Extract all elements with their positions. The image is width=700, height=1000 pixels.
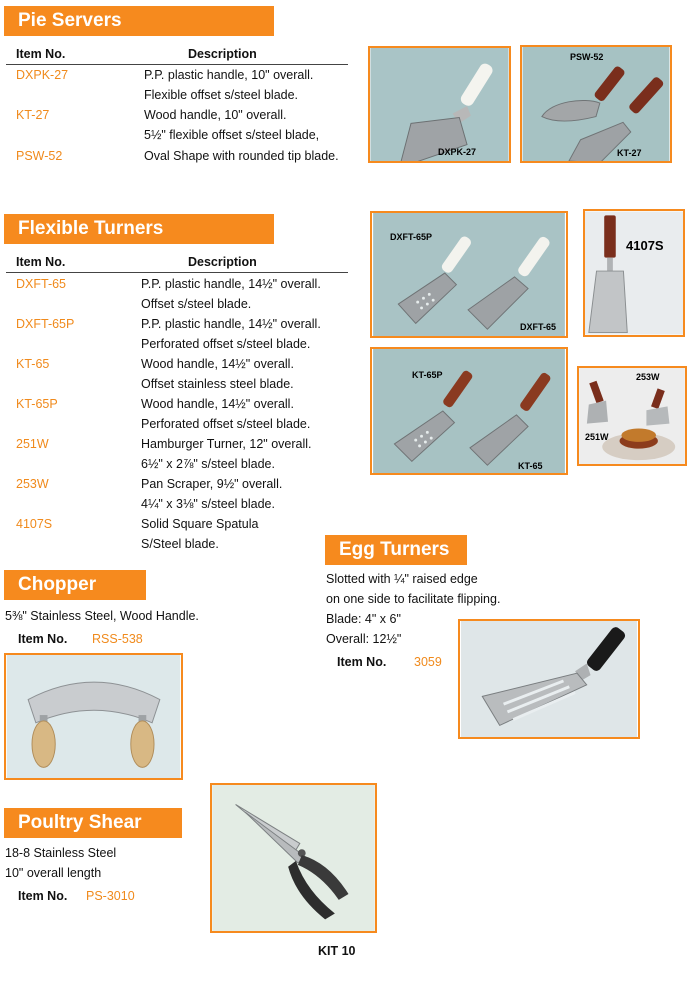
item-desc-line: P.P. plastic handle, 14½" overall. — [141, 317, 321, 331]
item-code-dxft-65: DXFT-65 — [16, 277, 67, 291]
photo-label-dxft-65p: DXFT-65P — [390, 232, 433, 242]
section-title-chopper — [4, 570, 146, 600]
photo-pie-server-dxpk-27 — [368, 46, 511, 163]
egg-turners-item-code: 3059 — [414, 655, 442, 669]
item-desc-line: Hamburger Turner, 12" overall. — [141, 437, 312, 451]
egg-turners-desc-line: Overall: 12½" — [326, 632, 402, 646]
photo-turners-kt — [370, 347, 568, 475]
poultry-shear-desc-line: 18-8 Stainless Steel — [5, 846, 117, 860]
pie-servers-header-rule — [6, 64, 348, 65]
item-code-kt-65p: KT-65P — [16, 397, 58, 411]
egg-turners-title: Egg Turners — [339, 539, 450, 560]
poultry-shear-item-label: Item No. — [18, 889, 68, 903]
photo-poultry-shear — [210, 783, 377, 933]
egg-turners-item-label: Item No. — [337, 655, 387, 669]
photo-chopper — [4, 653, 183, 780]
item-desc-line: Perforated offset s/steel blade. — [141, 417, 311, 431]
pie-servers-header-item: Item No. — [16, 47, 66, 61]
item-desc-line: Flexible offset s/steel blade. — [144, 88, 299, 102]
chopper-description: 5⅜" Stainless Steel, Wood Handle. — [5, 609, 199, 623]
item-code-kt-65: KT-65 — [16, 357, 50, 371]
photo-pie-servers-psw-kt — [520, 45, 672, 163]
photo-turner-4107s — [583, 209, 685, 337]
photo-label-251w: 251W — [585, 432, 609, 442]
item-desc-line: 5½" flexible offset s/steel blade, — [144, 128, 320, 142]
page-footer-kit: KIT 10 — [318, 944, 356, 958]
item-desc-line: Wood handle, 14½" overall. — [141, 357, 294, 371]
item-code-251w: 251W — [16, 437, 49, 451]
section-title-pie-servers — [4, 6, 274, 36]
item-desc-line: 6½" x 2⅞" s/steel blade. — [141, 457, 275, 471]
poultry-shear-desc-line: 10" overall length — [5, 866, 102, 880]
photo-turners-dxft — [370, 211, 568, 338]
egg-turner-image — [460, 621, 638, 737]
pie-server-white-handle-image — [370, 48, 509, 161]
chopper-item-label: Item No. — [18, 632, 68, 646]
item-desc-line: Oval Shape with rounded tip blade. — [144, 149, 339, 163]
pie-servers-header-desc: Description — [188, 47, 257, 61]
pie-servers-title: Pie Servers — [18, 10, 122, 31]
photo-label-253w: 253W — [636, 372, 660, 382]
hamburger-turner-image — [579, 368, 685, 464]
section-title-poultry-shear — [4, 808, 182, 838]
turners-wood-handle-image — [372, 349, 566, 473]
egg-turners-desc-line: Blade: 4" x 6" — [326, 612, 401, 626]
flexible-turners-header-item: Item No. — [16, 255, 66, 269]
photo-label-dxpk-27: DXPK-27 — [438, 147, 477, 157]
flexible-turners-title: Flexible Turners — [18, 218, 164, 239]
flexible-turners-header-desc: Description — [188, 255, 257, 269]
item-code-253w: 253W — [16, 477, 49, 491]
item-code-kt-27: KT-27 — [16, 108, 50, 122]
pie-servers-wood-handle-image — [522, 47, 670, 161]
photo-turners-251w-253w — [577, 366, 687, 466]
photo-label-4107s: 4107S — [626, 238, 664, 253]
item-desc-line: Perforated offset s/steel blade. — [141, 337, 311, 351]
egg-turners-desc-line: Slotted with ¼" raised edge — [326, 572, 478, 586]
photo-label-dxft-65: DXFT-65 — [520, 322, 557, 332]
item-desc-line: Pan Scraper, 9½" overall. — [141, 477, 283, 491]
photo-label-kt-65: KT-65 — [518, 461, 543, 471]
photo-label-kt-65p: KT-65P — [412, 370, 443, 380]
item-code-psw-52: PSW-52 — [16, 149, 63, 163]
item-desc-line: Wood handle, 14½" overall. — [141, 397, 294, 411]
section-title-egg-turners — [325, 535, 467, 565]
item-code-dxft-65p: DXFT-65P — [16, 317, 75, 331]
item-desc-line: 4¼" x 3⅛" s/steel blade. — [141, 497, 275, 511]
item-code-4107s: 4107S — [16, 517, 53, 531]
chopper-title: Chopper — [18, 574, 97, 595]
flexible-turners-header-rule — [6, 272, 348, 273]
photo-label-psw-52: PSW-52 — [570, 52, 604, 62]
photo-egg-turner — [458, 619, 640, 739]
poultry-shear-image — [212, 785, 375, 931]
item-desc-line: S/Steel blade. — [141, 537, 219, 551]
item-desc-line: Offset stainless steel blade. — [141, 377, 294, 391]
item-desc-line: Solid Square Spatula — [141, 517, 259, 531]
poultry-shear-title: Poultry Shear — [18, 812, 142, 833]
chopper-item-code: RSS-538 — [92, 632, 143, 646]
section-title-flexible-turners — [4, 214, 274, 244]
poultry-shear-item-code: PS-3010 — [86, 889, 135, 903]
square-spatula-image — [585, 211, 683, 335]
item-desc-line: P.P. plastic handle, 10" overall. — [144, 68, 314, 82]
item-desc-line: Offset s/steel blade. — [141, 297, 252, 311]
chopper-image — [6, 655, 181, 778]
egg-turners-desc-line: on one side to facilitate flipping. — [326, 592, 501, 606]
item-desc-line: P.P. plastic handle, 14½" overall. — [141, 277, 321, 291]
item-desc-line: Wood handle, 10" overall. — [144, 108, 287, 122]
item-code-dxpk-27: DXPK-27 — [16, 68, 69, 82]
photo-label-kt-27: KT-27 — [617, 148, 642, 158]
